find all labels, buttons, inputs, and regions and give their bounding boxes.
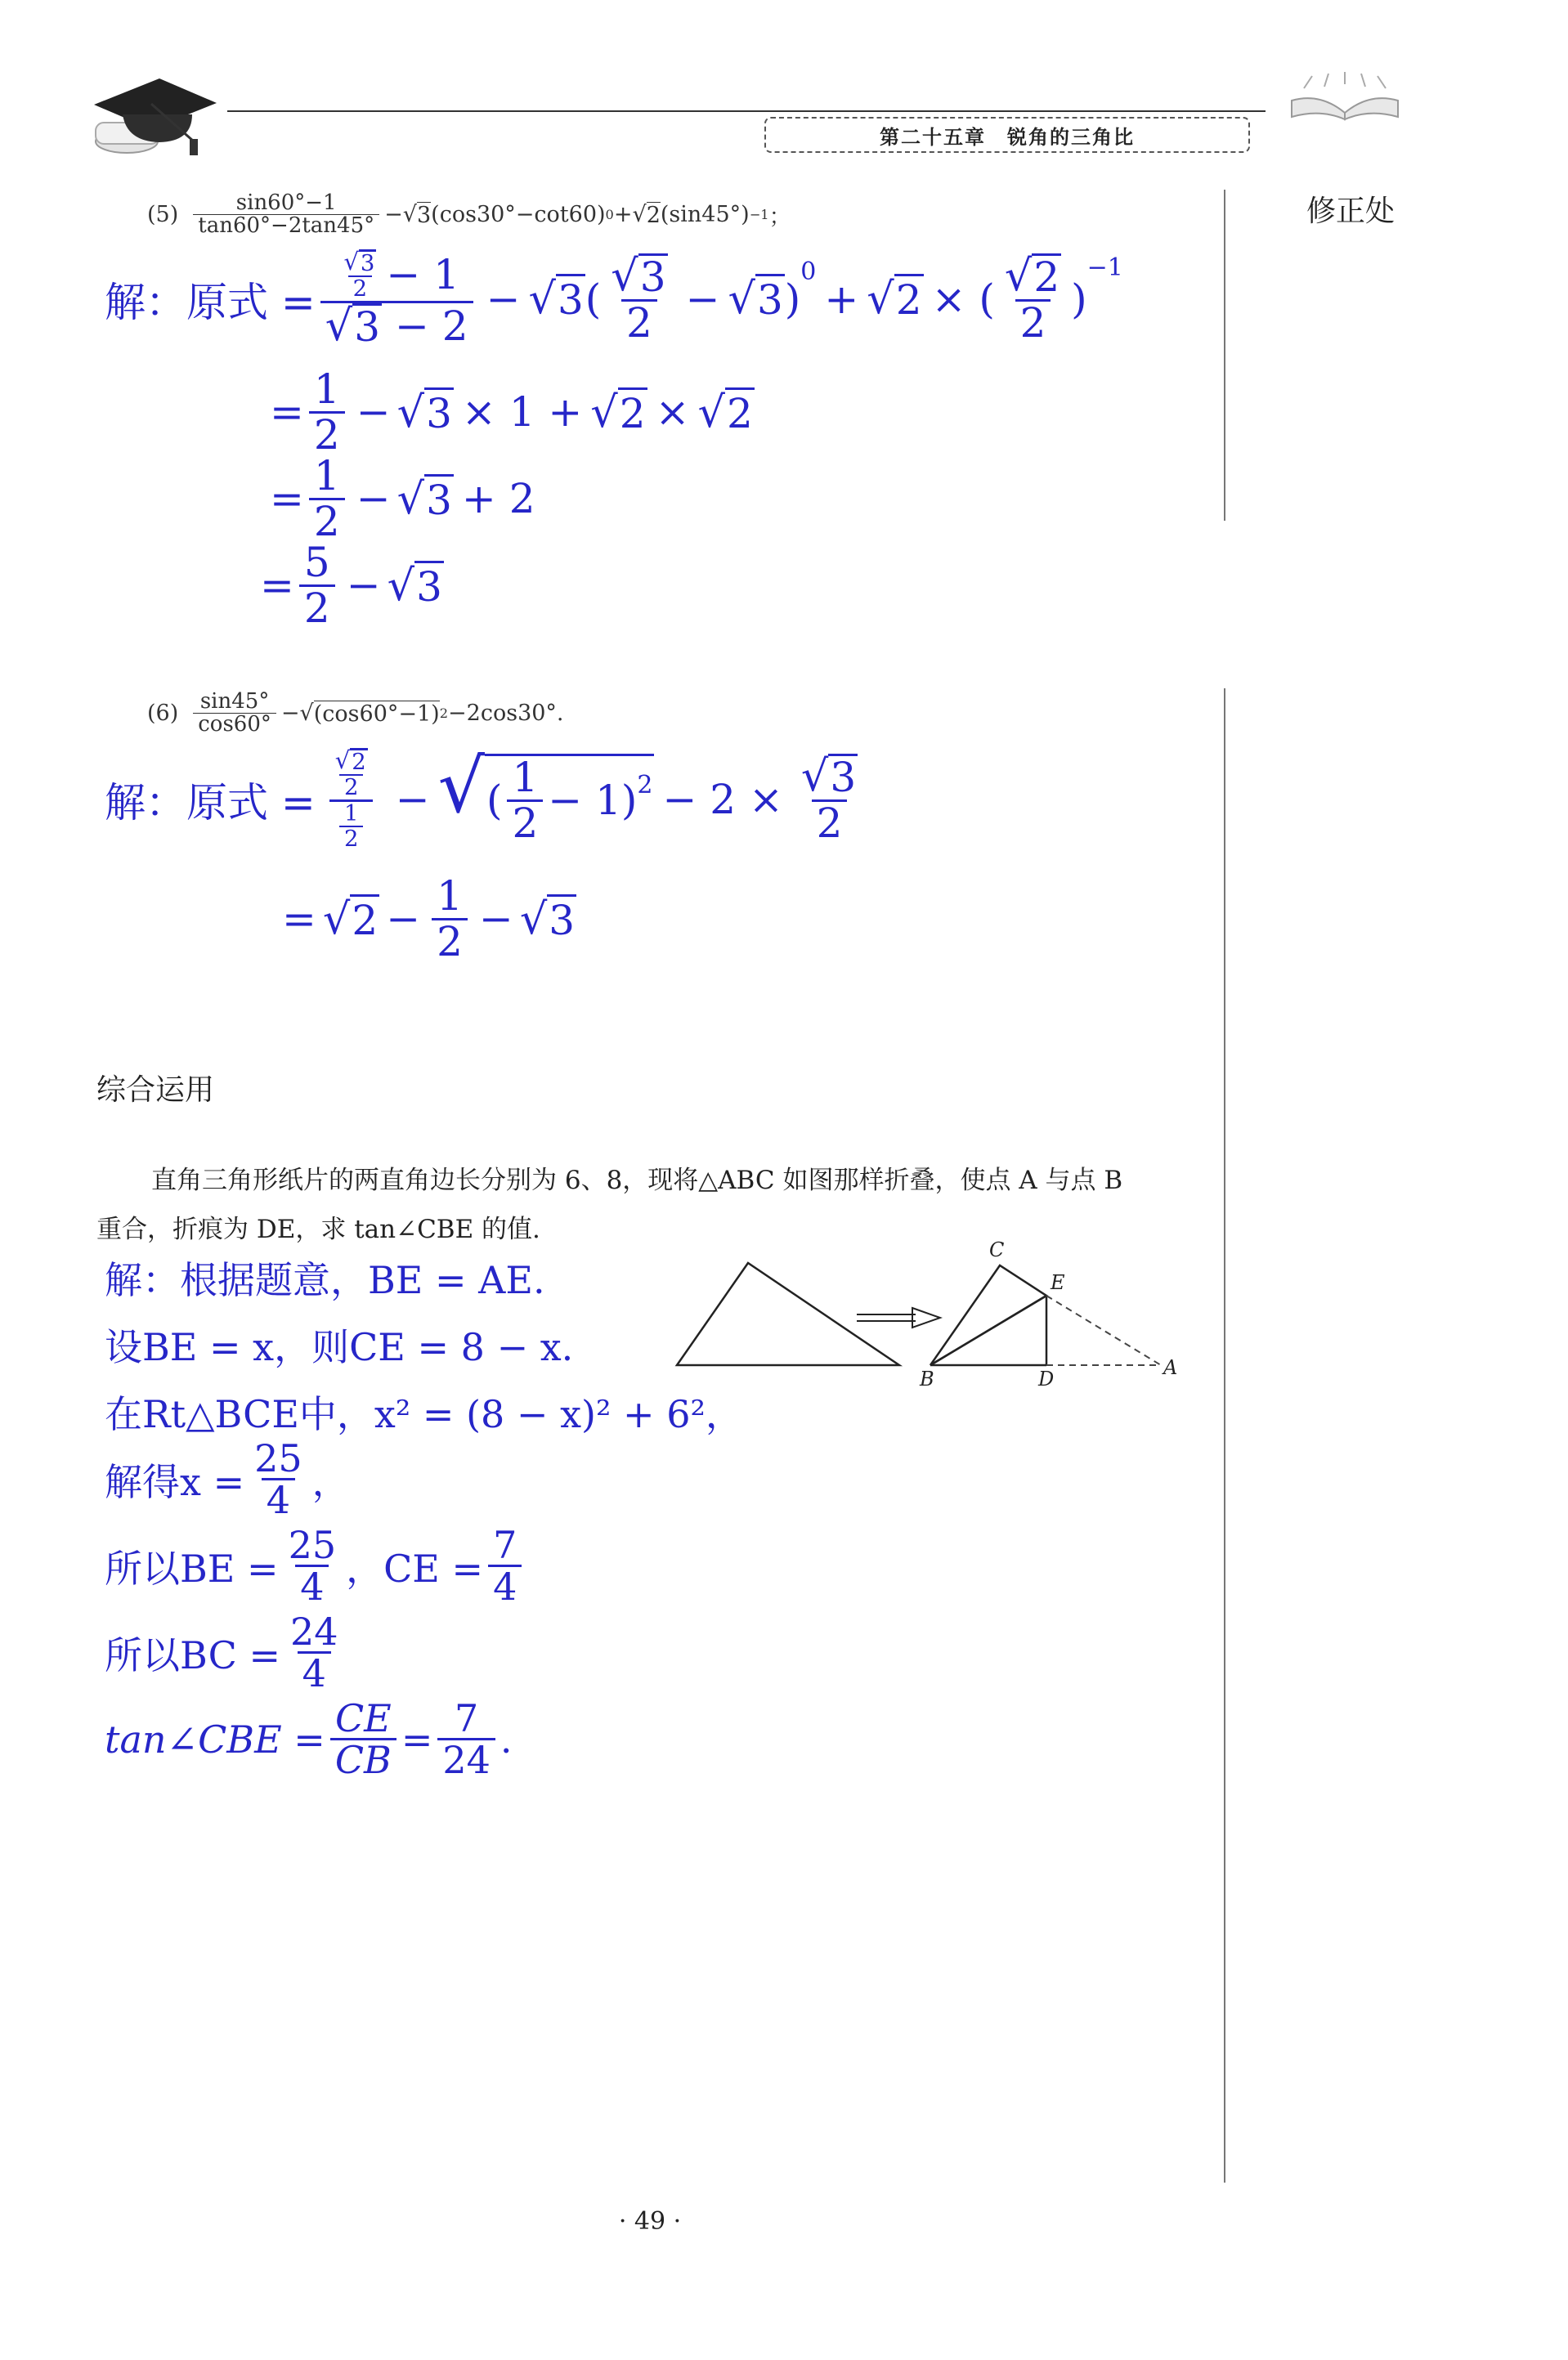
- sqrt-sign: √: [402, 202, 417, 228]
- solution-7-line-5: 所以BE = $\frac{25}{4}$ ，CE = $\frac{7}{4}$: [105, 1525, 526, 1607]
- label-a: A: [1163, 1356, 1178, 1379]
- solution-6-line-2: = √ 2 − $\frac{1}{2}$ − √ 3: [282, 872, 576, 965]
- solution-7-line-3: 在Rt△BCE中，x² = (8 − x)² + 6²，: [105, 1392, 743, 1436]
- solution-5-line-2: = $\frac{1}{2}$ − √ 3 × 1 + √ 2 × √ 2: [270, 365, 753, 459]
- fraction: √ 3 2 − 1 √ 3 − 2: [320, 249, 473, 348]
- problem-fraction: $\frac{\sin 60^\circ-1}{\tan 60^\circ-2\tan 45^\circ}$: [193, 192, 379, 238]
- triangle-fold-figure: [670, 1230, 1194, 1394]
- chapter-title: 第二十五章 锐角的三角比: [764, 117, 1250, 153]
- label-e: E: [1051, 1271, 1065, 1294]
- solution-7-line-6: 所以BC = $\frac{24}{4}$: [105, 1610, 338, 1696]
- solution-6-line-1: 解：原式 = √ 2 2 $\frac{1}{2}$ − √ ( $\frac{1}{2}$ − 1) $^2$ − 2 × √ 3 2: [105, 744, 857, 852]
- sqrt-sign: √: [632, 202, 647, 228]
- task-line-2: 重合，折痕为 DE，求 tan∠CBE 的值.: [96, 1215, 540, 1244]
- solution-5-line-3: = $\frac{1}{2}$ − √ 3 + 2: [270, 452, 535, 545]
- correction-label: 修正处: [1306, 195, 1396, 228]
- header-rule: [227, 110, 1266, 112]
- section-title: 综合运用: [96, 1073, 215, 1107]
- solution-5-line-1: 解：原式 = √ 3 2 − 1 √ 3 − 2 − √ 3 ( √ 3 2 − √ 3 ) $^0$ + √ 2 × ( √ 2 2 ) $^{-1}$: [105, 248, 1123, 351]
- solution-5-line-4: = $\frac{5}{2}$ − √ 3: [260, 539, 442, 632]
- graduation-cap-icon: [78, 64, 221, 162]
- solution-7-line-4: 解得x = $\frac{25}{4}$ ，: [105, 1436, 350, 1523]
- solution-7-line-7: tan∠CBE = $\frac{CE}{CB}$ = $\frac{7}{24}$ .: [105, 1696, 513, 1783]
- margin-divider: [1224, 688, 1225, 2183]
- solution-7-line-2: 设BE = x，则CE = 8 − x.: [105, 1325, 574, 1369]
- problem-5: (5) $\frac{\sin 60^\circ-1}{\tan 60^\circ-2\tan 45^\circ}$ − √ 3 (cos30°−cot60) 0 + √ 2 (sin45°) −1 ；: [147, 190, 791, 239]
- solution-7-line-1: 解：根据题意，BE = AE.: [105, 1258, 545, 1302]
- label-d: D: [1038, 1368, 1055, 1390]
- problem-6: (6) $\frac{\sin 45^\circ}{\cos 60^\circ}$ − √ (cos60°−1) 2 −2cos30°.: [147, 689, 564, 737]
- open-book-icon: [1288, 72, 1402, 121]
- problem-number: (5): [147, 202, 179, 228]
- margin-divider: [1224, 190, 1225, 521]
- label-c: C: [989, 1238, 1005, 1261]
- label-b: B: [920, 1368, 934, 1390]
- task-line-1: 直角三角形纸片的两直角边长分别为 6、8，现将△ABC 如图那样折叠，使点 A 与点 B: [151, 1166, 1123, 1195]
- page-number: · 49 ·: [618, 2207, 682, 2236]
